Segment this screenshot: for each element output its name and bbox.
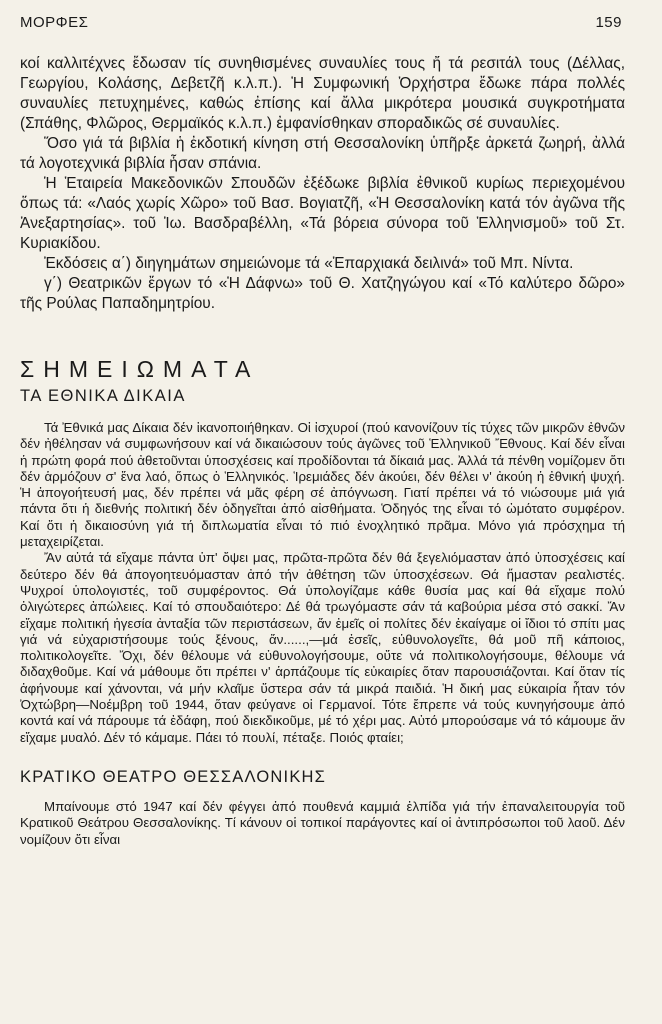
paragraph: Ἐκδόσεις α΄) διηγημάτων σημειώνομε τά «Ἐπαρχιακά δειλινά» τοῦ Μπ. Νίντα. <box>44 255 574 272</box>
paragraph: Ὅσο γιά τά βιβλία ἡ ἐκδοτική κίνηση στή Θεσσαλονίκη ὑπῆρξε ἀρκετά ζωηρή, ἀλλά τά λογοτεχνικά βιβλία ἦσαν σπάνια. <box>20 135 625 172</box>
section-title: ΣΗΜΕΙΩΜΑΤΑ <box>20 356 260 382</box>
paragraph: γ΄) Θεατρικῶν ἔργων τό «Ἡ Δάφνω» τοῦ Θ. Χατζηγώγου καί «Τό καλύτερο δῶρο» τῆς Ρούλας Παπαδημητρίου. <box>20 275 625 312</box>
page-number: 159 <box>595 14 622 31</box>
subsection-title: ΤΑ ΕΘΝΙΚΑ ΔΙΚΑΙΑ <box>20 387 186 405</box>
continued-text <box>20 54 625 314</box>
paragraph: Μπαίνουμε στό 1947 καί δέν φέγγει ἀπό πουθενά καμμιά ἐλπίδα γιά τήν ἐπαναλειτουργία τοῦ Κρατικοῦ Θεάτρου Θεσσαλονίκης. Τί κάνουν οἱ τοπικοί παράγοντες καί οἱ ἀντιπρόσωποι τοῦ λαοῦ. Δέν νομίζουν ὅτι εἶναι <box>20 798 625 847</box>
paragraph: Ἄν αὐτά τά εἴχαμε πάντα ὑπ' ὄψει μας, πρῶτα-πρῶτα δέν θά ξεγελιόμασταν ἀπό ὑποσχέσεις καί δεύτερο δέν θά ἀπογοητευόμασταν ἀπό τήν ἀθέτηση τῶν ὑποσχέσεων. Θά ἤμασταν ρεαλιστές. Ψυχροί ὑπολογιστές, τοῦ συμφέροντος. Θά ὑπολογίζαμε κάθε θυσία μας καί θά εἴχαμε πολύ ὀλιγώτερες ἀπώλειες. Καί τό σπουδαιότερο: Δέ θά τρωγόμαστε σάν τά καβούρια μέσα στό σακκί. Ἄν εἴχαμε πολιτική ἡγεσία ἀνταξία τῶν περιστάσεων, ἄν ἐμεῖς οἱ πολίτες δέν ἐκαίγαμε οἱ ἴδιοι τό σπίτι μας γιά νά εὐχαριστήσουμε τούς ξένους, ἄν......,—μά ἐσεῖς, εὐθυνολογεῖτε, θά μοῦ πῆ κάποιος, πολιτικολογεῖτε. Ὄχι, δέν θέλουμε νά εὐθυνολογήσουμε, οὔτε νά πολιτικολογήσουμε, θέλουμε νά διδαχθοῦμε. Καί νά μάθουμε ὅτι πρέπει ν' ἁρπάζουμε τίς εὐκαιρίες ὅταν παρουσιάζονται. Καί ὅταν τίς ἀφήνουμε καί χάνονται, νά μήν κλαῖμε ὕστερα σάν τά μικρά παιδιά. Ἡ δική μας εὐκαιρία ἦταν τόν Ὀχτώβρη—Νοέμβρη τοῦ 1944, ὅταν φεύγανε οἱ Γερμανοί. Τότε ἔπρεπε νά τούς κυνηγήσουμε ἀπό κοντά καί νά πάρουμε τά ἐδάφη, πού διεκδικοῦμε, μέ τό χέρι μας. Αὐτό μπορούσαμε νά τό κάμουμε ἄν εἴχαμε μυαλό. Δέν τό κάμαμε. Πάει τό πουλί, πέταξε. Ποιός φταίει; <box>20 550 625 745</box>
subsection-title: ΚΡΑΤΙΚΟ ΘΕΑΤΡΟ ΘΕΣΣΑΛΟΝΙΚΗΣ <box>20 767 327 786</box>
subsection-body <box>20 420 625 746</box>
page-header <box>20 14 622 54</box>
subsection-body <box>20 799 625 848</box>
paragraph: Ἡ Ἑταιρεία Μακεδονικῶν Σπουδῶν ἐξέδωκε βιβλία ἐθνικοῦ κυρίως περιεχομένου ὅπως τά: «Λαός χωρίς Χῶρο» τοῦ Βασ. Βογιατζῆ, «Ἡ Θεσσαλονίκη κατά τόν ἀγῶνα τῆς Ἀνεξαρτησίας». τοῦ Ἰω. Βασδραβέλλη, «Τά βόρεια σύνορα τοῦ Ἑλληνισμοῦ» τοῦ Στ. Κυριακίδου. <box>20 175 625 252</box>
paragraph: κοί καλλιτέχνες ἔδωσαν τίς συνηθισμένες συναυλίες τους ἤ τά ρεσιτάλ τους (Δέλλας, Γεωργίου, Κολάσης, Δεβετζῆ κ.λ.π.). Ἡ Συμφωνική Ὀρχήστρα ἔδωκε πάρα πολλές συναυλίες πετυχημένες, καθώς ἐπίσης καί ἄλλα μικρότερα μουσικά συγκροτήματα (Σπάθης, Φλῶρος, Θερμαϊκός κ.λ.π.) ἐμφανίσθηκαν σποραδικῶς σέ συναυλίες. <box>20 55 625 132</box>
paragraph: Τά Ἐθνικά μας Δίκαια δέν ἱκανοποιήθηκαν. Οἱ ἰσχυροί (πού κανονίζουν τίς τύχες τῶν μικρῶν ἐθνῶν δέν ἠθέλησαν νά συμφωνήσουν καί νά δικαιώσουν τούς ἀγῶνες τοῦ Ἑλληνικοῦ Ἔθνους. Καί δέν εἶναι ἡ πρώτη φορά πού ἀθετοῦνται ὑποσχέσεις καί προδίδονται τά δίκαιά μας. Ἀλλά τά πένθη νομίζομεν ὅτι δέν ἁρμόζουν σ' ἕνα λαό, ὅπως ὁ Ἑλληνικός. Ἱρεμιάδες δέν ἀκούει, δέν θέλει ν' ἀκούη ἡ ἐθνική ψυχή. Ἡ ἀπογοήτευσή μας, δέν πρέπει νά μᾶς φέρη σέ ἀπόγνωση. Γιατί πρέπει νά τό νιώσουμε μιά γιά πάντα ὅτι ἡ διεθνής πολιτική δέν ὁδηγεῖται ἀπό αἰσθήματα. Ὁδηγός της εἶναι τό ὠμότατο συμφέρον. Καί ὅτι ἡ δικαιοσύνη γιά τή διπλωματία εἶναι τό πιό ἐνοχλητικό πρᾶμα. Μόνο γιά πρόσχημα τή μεταχειρίζεται. <box>20 420 625 550</box>
running-title: ΜΟΡΦΕΣ <box>20 14 89 31</box>
